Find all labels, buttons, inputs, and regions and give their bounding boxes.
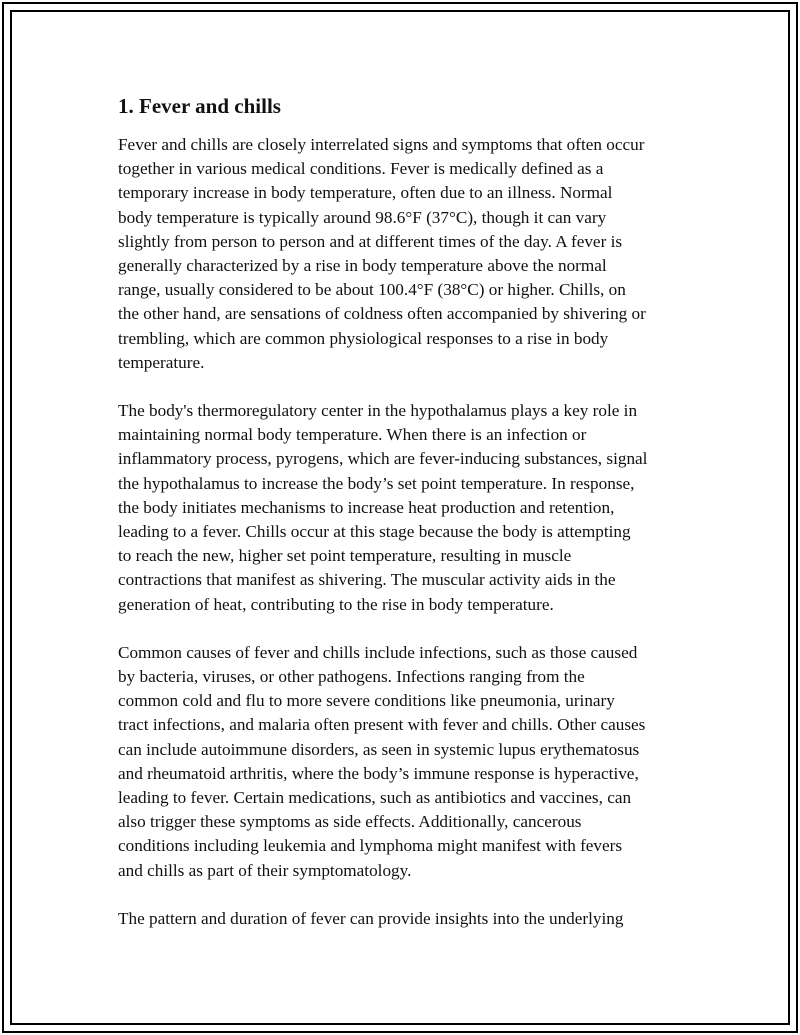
document-body [118,93,692,955]
text-line: the body initiates mechanisms to increase heat production and retention, [118,497,615,517]
text-line: Common causes of fever and chills include infections, such as those caused [118,642,638,662]
section-heading: 1. Fever and chills [118,94,281,118]
text-line: slightly from person to person and at different times of the day. A fever is [118,231,623,251]
text-line: the other hand, are sensations of coldness often accompanied by shivering or [118,304,646,324]
text-line: generally characterized by a rise in body temperature above the normal [118,256,607,276]
text-line: tract infections, and malaria often present with fever and chills. Other causes [118,715,646,735]
paragraph-1 [118,133,692,375]
text-line: and rheumatoid arthritis, where the body’s immune response is hyperactive, [118,763,639,783]
text-line: The body's thermoregulatory center in the hypothalamus plays a key role in [118,401,638,421]
text-line: common cold and flu to more severe conditions like pneumonia, urinary [118,691,615,711]
text-line: temporary increase in body temperature, often due to an illness. Normal [118,183,613,203]
text-line: together in various medical conditions. Fever is medically defined as a [118,159,604,179]
text-line: temperature. [118,352,205,372]
text-line: Fever and chills are closely interrelated signs and symptoms that often occur [118,135,645,154]
text-line: contractions that manifest as shivering. The muscular activity aids in the [118,570,616,590]
text-line: leading to fever. Certain medications, such as antibiotics and vaccines, can [118,788,632,808]
text-line: to reach the new, higher set point temperature, resulting in muscle [118,546,572,566]
text-line: The pattern and duration of fever can provide insights into the underlying [118,908,624,928]
text-line: the hypothalamus to increase the body’s set point temperature. In response, [118,473,635,493]
text-line: by bacteria, viruses, or other pathogens. Infections ranging from the [118,667,585,687]
text-line: conditions including leukemia and lymphoma might manifest with fevers [118,836,623,856]
paragraph-3 [118,641,692,883]
text-line: trembling, which are common physiological responses to a rise in body [118,328,609,348]
text-line: also trigger these symptoms as side effects. Additionally, cancerous [118,812,582,832]
paragraph-2 [118,399,692,617]
text-line: body temperature is typically around 98.6°F (37°C), though it can vary [118,207,607,227]
text-line: maintaining normal body temperature. When there is an infection or [118,425,587,445]
text-line: can include autoimmune disorders, as seen in systemic lupus erythematosus [118,739,640,759]
text-line: leading to a fever. Chills occur at this stage because the body is attempting [118,522,631,542]
text-line: inflammatory process, pyrogens, which are fever-inducing substances, signal [118,449,648,469]
paragraph-4 [118,907,692,931]
text-line: and chills as part of their symptomatology. [118,860,412,880]
text-line: range, usually considered to be about 100.4°F (38°C) or higher. Chills, on [118,280,626,300]
text-line: generation of heat, contributing to the rise in body temperature. [118,594,554,614]
